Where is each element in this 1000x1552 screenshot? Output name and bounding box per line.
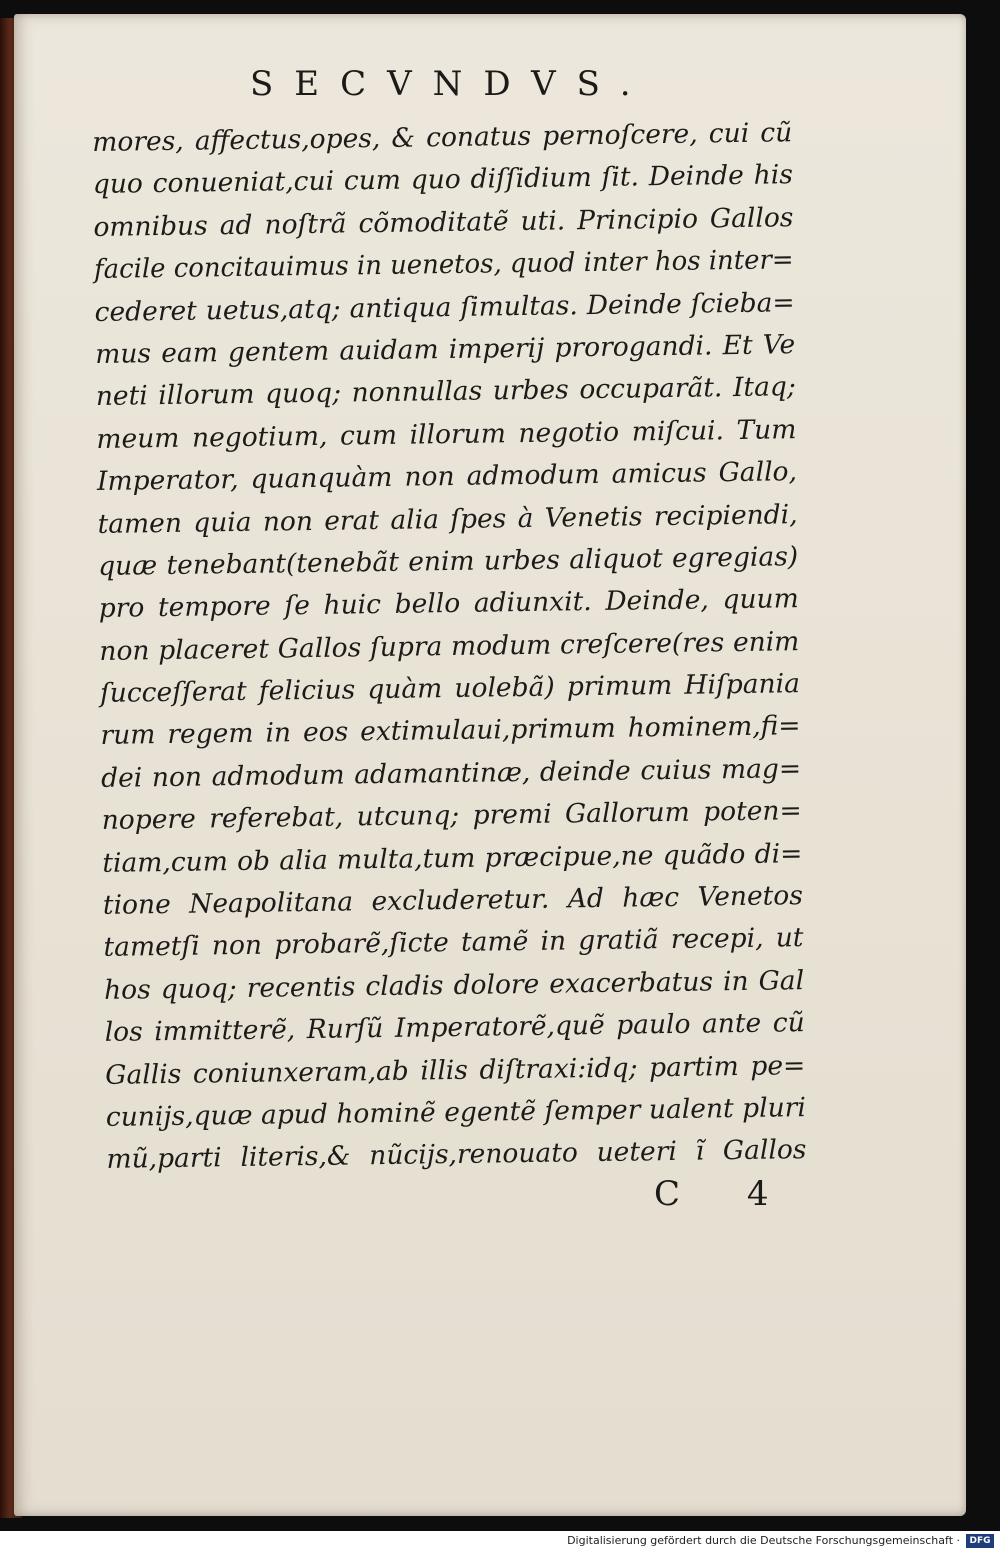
text-line: nopere referebat, utcunq; premi Gallorum poten= [101, 795, 802, 837]
text-line: hos quoq; recentis cladis dolore exacerbatus in Gal [103, 964, 805, 1006]
text-line: mus eam gentem auidam imperij prorogandi. Et Ve [95, 329, 796, 370]
text-block [92, 112, 807, 1181]
footer-bar [0, 1531, 1000, 1552]
text-line: tametſi non probarẽ,ſicte tamẽ in gratiã recepi, ut [103, 922, 804, 964]
text-line: Gallis coniunxeram,ab illis diſtraxi:idq; partim pe= [105, 1049, 806, 1091]
text-line: tiam,cum ob alia multa,tum præcipue,ne quãdo di= [102, 837, 803, 879]
text-line: mũ,parti literis,& nũcijs,renouato ueteri ĩ Gallos [106, 1134, 807, 1176]
signature-mark: C 4 [654, 1174, 797, 1214]
text-line: quæ tenebant(tenebãt enim urbes aliquot egregias) [97, 541, 799, 582]
text-line: omnibus ad noſtrã cõmoditatẽ uti. Principio Gallos [93, 201, 794, 243]
text-line: mores, affectus,opes, & conatus pernoſcere, cui cũ [92, 117, 793, 158]
text-line: cederet uetus,atq; antiqua ſimultas. Deinde ſcieba= [94, 286, 795, 328]
text-line: neti illorum quoq; nonnullas urbes occuparãt. Itaq; [95, 371, 796, 413]
text-line: meum negotium, cum illorum negotio miſcui. Tum [96, 413, 797, 455]
text-line: los immitterẽ, Rurſũ Imperatorẽ,quẽ paulo ante cũ [104, 1007, 805, 1049]
dfg-logo: DFG [966, 1534, 994, 1548]
funding-credit: Digitalisierung gefördert durch die Deutsche Forschungsgemeinschaft · [567, 1534, 960, 1547]
book-page [14, 14, 966, 1516]
text-line: dei non admodum adamantinæ, deinde cuius mag= [100, 753, 802, 794]
text-line: tione Neapolitana excluderetur. Ad hæc Venetos [102, 880, 804, 921]
text-line: cunijs,quæ apud hominẽ egentẽ ſemper ualent pluri [105, 1092, 807, 1133]
text-line: facile concitauimus in uenetos, quod inter hos inter= [93, 244, 794, 286]
running-head: SECVNDVS. [250, 64, 652, 104]
text-line: non placeret Gallos ſupra modum creſcere(res enim [99, 625, 800, 667]
text-line: ſucceſſerat felicius quàm uolebã) primum Hiſpania [99, 668, 801, 710]
text-line: tamen quia non erat alia ſpes à Venetis recipiendi, [97, 498, 798, 540]
text-line: Imperator, quanquàm non admodum amicus Gallo, [96, 456, 798, 498]
text-line: rum regem in eos extimulaui,primum hominem,fi= [100, 710, 801, 752]
text-line: pro tempore ſe huic bello adiunxit. Deinde, quum [98, 583, 799, 625]
text-line: quo conueniat,cui cum quo diſſidium ſit. Deinde his [92, 159, 794, 201]
